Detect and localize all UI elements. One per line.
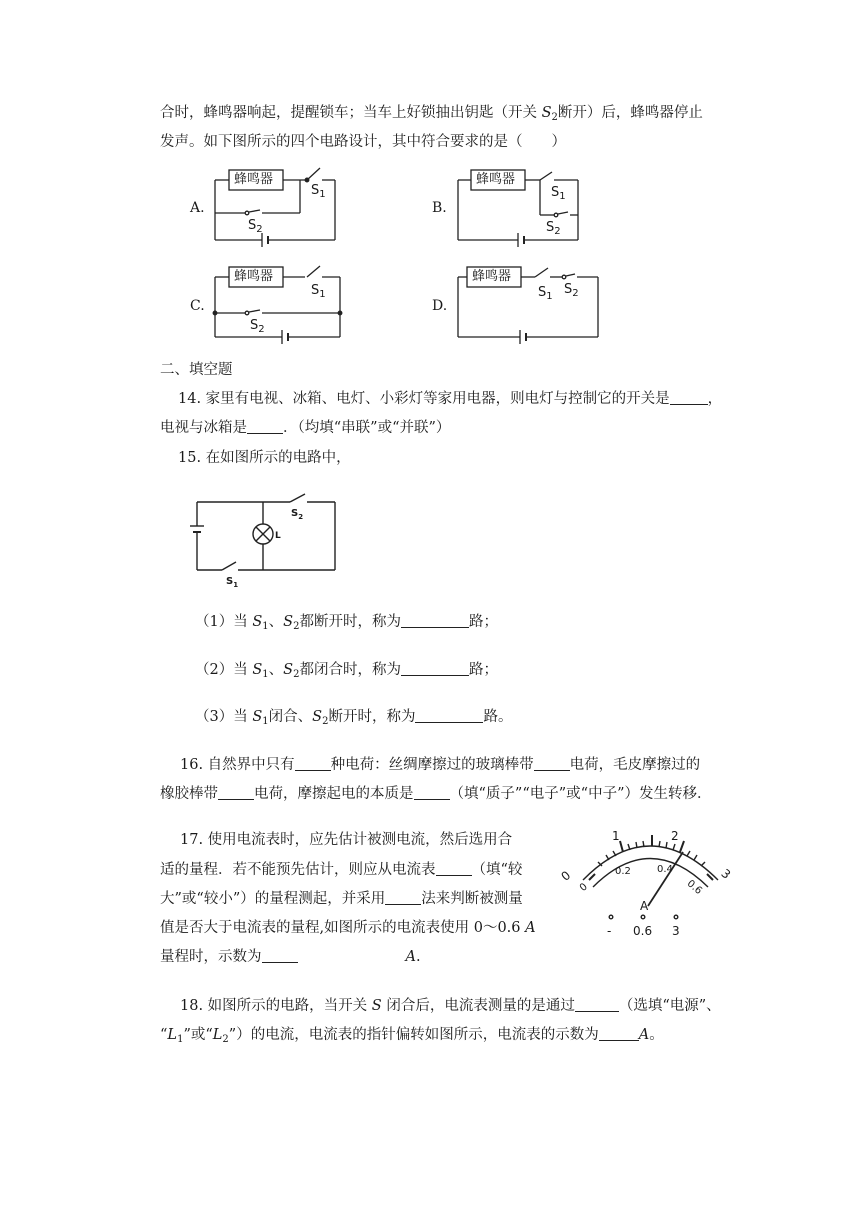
- q14-line-2: 电视与冰箱是 ．（均填“串联”或“并联”）: [160, 420, 451, 436]
- answer-blank[interactable]: [385, 890, 421, 905]
- q15-label-s1: $S_1$: [226, 576, 239, 589]
- answer-blank[interactable]: [599, 1026, 639, 1041]
- meter-unit-letter: A: [640, 899, 649, 913]
- answer-blank[interactable]: [436, 861, 472, 876]
- q18-line-1: 18. 如图所示的电路，当开关 S 闭合后，电流表测量的是通过 （选填“电源”、: [180, 998, 721, 1014]
- terminal-3: 3: [672, 924, 680, 938]
- switch-symbol: S: [541, 105, 552, 121]
- switch-label-a-s1: $S_1$: [311, 183, 326, 200]
- q15-item-1: （1）当 $S_1$、$S_2$都断开时，称为 路；: [195, 614, 498, 632]
- meter-bottom-tick-2: 0.4: [657, 864, 673, 875]
- option-a-label[interactable]: A.: [190, 200, 205, 216]
- meter-bottom-tick-1: 0.2: [615, 866, 631, 877]
- q14-line-1: 14. 家里有电视、冰箱、电灯、小彩灯等家用电器，则电灯与控制它的开关是 ，: [178, 391, 723, 407]
- answer-blank[interactable]: [295, 756, 331, 771]
- q15-label-l: L: [275, 531, 281, 541]
- q13-text: 发声。如下图所示的四个电路设计，其中符合要求的是（ ）: [160, 134, 566, 150]
- switch-label-b-s1: $S_1$: [551, 185, 566, 202]
- switch-label-b-s2: $S_2$: [546, 220, 561, 237]
- switch-label-a-s2: $S_2$: [248, 218, 263, 235]
- q17-line-3: 大”或“较小”）的量程测起，并采用 法来判断被测量: [160, 891, 523, 907]
- switch-label-d-s2: $S_2$: [564, 282, 579, 299]
- q17-line-1: 17. 使用电流表时，应先估计被测电流，然后选用合: [180, 832, 513, 848]
- switch-label-d-s1: $S_1$: [538, 285, 553, 302]
- buzzer-label-d: 蜂鸣器: [472, 269, 512, 284]
- section-title: 二、填空题: [160, 362, 233, 378]
- q18-line-2: “$L_1$”或“$L_2$”）的电流，电流表的指针偏转如图所示，电流表的示数为 A。: [160, 1027, 664, 1045]
- meter-top-tick-1: 1: [612, 829, 620, 843]
- circuit-a: [215, 168, 335, 247]
- meter-top-tick-3: 3: [718, 866, 734, 882]
- answer-blank[interactable]: [401, 661, 469, 676]
- answer-blank[interactable]: [247, 419, 283, 434]
- answer-blank[interactable]: [414, 785, 450, 800]
- meter-bottom-tick-3: 0.6: [684, 878, 704, 897]
- option-b-label[interactable]: B.: [432, 200, 447, 216]
- answer-blank[interactable]: [262, 948, 298, 963]
- subscript: 2: [551, 112, 558, 123]
- switch-label-c-s2: $S_2$: [250, 318, 265, 335]
- option-c-label[interactable]: C.: [190, 298, 205, 314]
- q15-intro: 15. 在如图所示的电路中，: [178, 450, 351, 466]
- circuit-c: [213, 266, 342, 344]
- q15-item-2: （2）当 $S_1$、$S_2$都闭合时，称为 路；: [195, 662, 498, 680]
- buzzer-label-b: 蜂鸣器: [476, 172, 516, 187]
- q15-label-s2: $S_2$: [291, 508, 304, 521]
- answer-blank[interactable]: [415, 708, 483, 723]
- answer-blank[interactable]: [575, 997, 619, 1012]
- q13-text: 断开）后，蜂鸣器停止: [557, 105, 703, 121]
- q16-line-2: 橡胶棒带 电荷，摩擦起电的本质是 （填“质子”“电子”或“中子”）发生转移．: [160, 786, 712, 802]
- answer-blank[interactable]: [401, 613, 469, 628]
- q17-line-5: 量程时，示数为 A.: [160, 949, 421, 965]
- q17-line-4: 值是否大于电流表的量程,如图所示的电流表使用 0～0.6 A: [160, 920, 536, 936]
- option-d-label[interactable]: D.: [432, 298, 448, 314]
- terminal-negative: -: [607, 924, 612, 938]
- q13-text: 合时，蜂鸣器响起，提醒锁车；当车上好锁抽出钥匙（开关: [160, 105, 542, 121]
- q17-line-2: 适的量程．若不能预先估计，则应从电流表 （填“较: [160, 862, 523, 878]
- terminal-0-6: 0.6: [633, 924, 653, 938]
- q16-line-1: 16. 自然界中只有 种电荷：丝绸摩擦过的玻璃棒带 电荷，毛皮摩擦过的: [180, 757, 701, 773]
- switch-label-c-s1: $S_1$: [311, 283, 326, 300]
- buzzer-label-a: 蜂鸣器: [234, 172, 274, 187]
- q15-item-3: （3）当 $S_1$闭合、$S_2$断开时，称为 路。: [195, 709, 513, 727]
- buzzer-label-c: 蜂鸣器: [234, 269, 274, 284]
- meter-top-tick-0: 0: [558, 868, 574, 884]
- meter-bottom-tick-0: 0: [577, 881, 590, 894]
- answer-blank[interactable]: [534, 756, 570, 771]
- q15-circuit: [190, 494, 335, 570]
- answer-blank[interactable]: [670, 390, 708, 405]
- meter-top-tick-2: 2: [671, 829, 679, 843]
- answer-blank[interactable]: [218, 785, 254, 800]
- ammeter: [583, 835, 718, 919]
